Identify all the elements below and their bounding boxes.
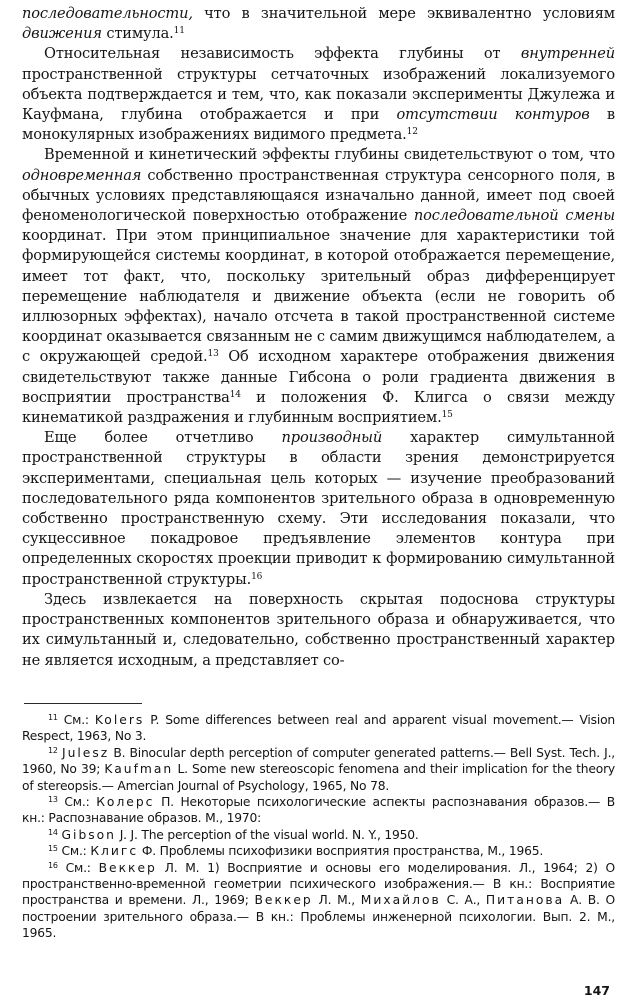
footnote-number: 16 <box>48 860 58 870</box>
footnote: $^{13}$ См.: Колерс П. Некоторые психологические аспекты распознавания образов.— В кн.: Распознавание образов. М., 1970: <box>22 795 615 826</box>
italic-term: движения <box>22 25 102 43</box>
paragraph: Еще более отчетливо производный характер симультанной пространственной структуры в области зрения демонстрируется экспериментами, специальная цель которых — изучение преобразований последовательного ряда компонентов зрительного образа в одновременную собственно пространственную схему. Эти исследования показали, что сукцессивное покадровое предъявление элементов контура при определенных скоростях проекции приводит к формированию симультанной пространственной структуры.$^{16}$ <box>22 429 616 588</box>
footnote-ref: 16 <box>251 571 263 582</box>
italic-term: одновременная <box>22 166 142 184</box>
footnote-number: 11 <box>48 713 58 722</box>
italic-term: последовательности, <box>22 5 193 22</box>
italic-term: производный <box>281 429 383 447</box>
paragraph: Здесь извлекается на поверхность скрытая подоснова структуры пространственных компонентов зрительного образа и обнаруживается, что их симультанный и, следовательно, собственно пространственный характер не является исходным, а представляет со- <box>22 590 615 669</box>
footnote: $^{14}$ Gibson J. J. The perception of the visual world. N. Y., 1950. <box>48 827 419 842</box>
footnote-number: 13 <box>48 795 58 805</box>
italic-term: последовательной смены <box>413 207 615 225</box>
paragraph-continuation: последовательности, что в значительной мере эквивалентно условиям движения стимула.$^{11}$ <box>22 5 615 43</box>
italic-term: отсутствии контуров <box>396 106 590 124</box>
footnote-number: 12 <box>48 745 58 755</box>
paragraph: Относительная независимость эффекта глубины от внутренней пространственной структуры сетчаточных изображений локализуемого объекта подтверждается и тем, что, как показали эксперименты Джулежа и Кауфмана, глубина отображается и при отсутствии контуров в монокулярных изображениях видимого предмета.$^{12}$ <box>22 45 615 144</box>
paragraph: Временной и кинетический эффекты глубины свидетельствуют о том, что одновременная собственно пространственная структура сенсорного поля, в обычных условиях представляющаяся изначально данной, имеет под своей феноменологической поверхностью отображение последовательной смены координат. При этом принципиальное значение для характеристики той формирующейся системы координат, в которой отображается перемещение, имеет тот факт, что, поскольку зрительный образ дифференцирует перемещение наблюдателя и движение объекта (если не говорить об иллюзорных эффектах), начало отсчета в такой пространственной системе координат оказывается связанным не с самим движущимся наблюдателем, а с окружающей средой.$^{13}$ Об исходном характере отображения движения свидетельствуют также данные Гибсона о роли градиента движения в восприятии пространства$^{14}$ и положения Ф. Клигса о связи между кинематикой раздражения и глубинным восприятием.$^{15}$ <box>22 146 615 427</box>
page-number: 147 <box>583 983 610 998</box>
footnote-ref: 14 <box>229 389 241 400</box>
footnote-divider <box>24 703 142 704</box>
footnotes <box>22 712 615 942</box>
italic-term: внутренней <box>520 45 615 63</box>
footnote: $^{12}$ Julesz B. Binocular depth perception of computer generated patterns.— Bell Syst. Tech. J., 1960, No 39; Kaufman L. Some new stereoscopic fenomena and their implication for the theory of stereopsis.— Amercian Journal of Psychology, 1965, No 78. <box>22 745 616 793</box>
footnote-ref: 11 <box>173 26 185 37</box>
footnote-number: 15 <box>48 844 58 854</box>
footnote-ref: 12 <box>406 127 418 138</box>
footnote-ref: 13 <box>207 349 219 360</box>
footnote-ref: 15 <box>441 410 453 421</box>
footnote-number: 14 <box>48 827 58 837</box>
footnote: $^{11}$ См.: Kolers P. Some differences between real and apparent visual movement.— Vision Respect, 1963, No 3. <box>22 713 615 744</box>
footnote: $^{15}$ См.: Клигс Ф. Проблемы психофизики восприятия пространства, М., 1965. <box>48 844 544 859</box>
main-text <box>22 4 615 671</box>
footnote: $^{16}$ См.: Веккер Л. М. 1) Восприятие и основы его моделирования. Л., 1964; 2) О пространственно-временной геометрии психического изображения.— В кн.: Восприятие пространства и времени. Л., 1969; Веккер Л. М., Михайлов С. А., Питанова А. В. О построении зрительного образа.— В кн.: Проблемы инженерной психологии. Вып. 2. М., 1965. <box>22 860 616 941</box>
